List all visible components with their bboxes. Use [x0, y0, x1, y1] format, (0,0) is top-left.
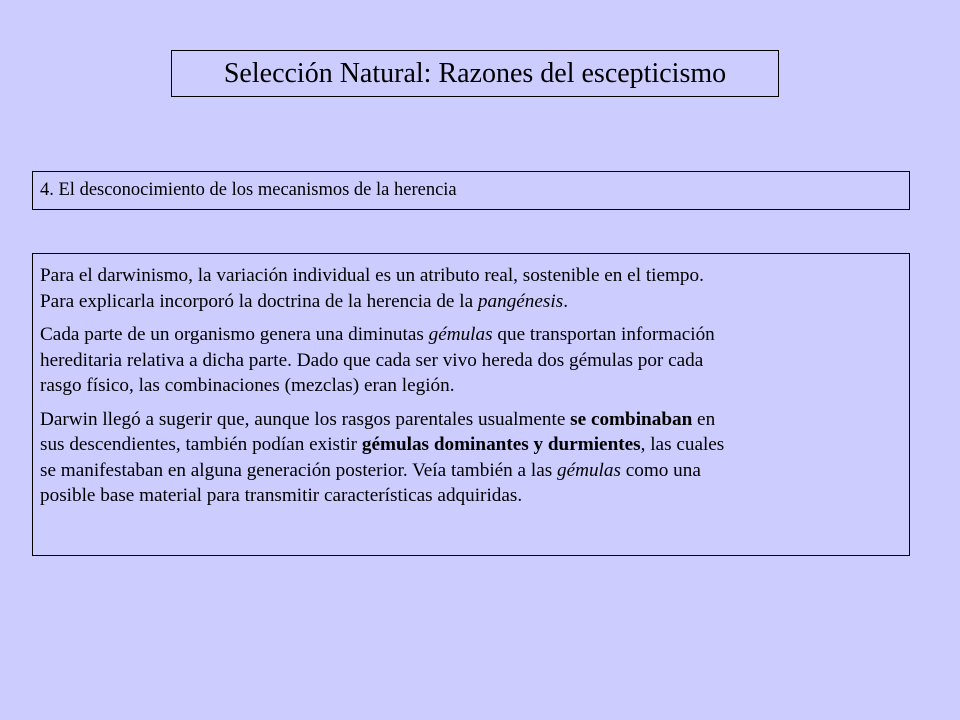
- paragraph-line: [40, 458, 901, 484]
- italic-term: pangénesis: [477, 290, 564, 312]
- text-run: como una: [620, 459, 701, 481]
- paragraph-line: [40, 289, 901, 315]
- text-run: hereditaria relativa a dicha parte. Dado que cada ser vivo hereda dos gémulas por cada: [40, 349, 704, 371]
- slide-title: [171, 50, 779, 97]
- italic-term: gémulas: [428, 324, 493, 345]
- section-heading-text: 4. El desconocimiento de los mecanismos de la herencia: [40, 180, 457, 200]
- text-run: , las cuales: [640, 434, 725, 455]
- paragraph-gemulas: [40, 322, 901, 399]
- text-run: en: [692, 408, 716, 430]
- text-run: que transportan información: [492, 324, 715, 345]
- paragraph-line: [40, 322, 901, 348]
- bold-term: se combinaban: [570, 408, 693, 430]
- text-run: sus descendientes, también podían existir: [40, 434, 362, 455]
- slide-title-text: Selección Natural: Razones del escepticismo: [223, 57, 727, 89]
- text-run: Cada parte de un organismo genera una diminutas: [40, 324, 429, 345]
- paragraph-line: [40, 483, 901, 509]
- paragraph-line: [40, 348, 901, 374]
- text-run: .: [563, 290, 568, 312]
- body-text-box: [32, 253, 910, 556]
- paragraph-line: [40, 263, 901, 289]
- italic-term: gémulas: [556, 459, 621, 481]
- text-run: se manifestaban en alguna generación posterior. Veía también a las: [40, 459, 557, 481]
- paragraph-line: [40, 373, 901, 399]
- paragraph-line: [40, 407, 901, 433]
- paragraph-line: [40, 432, 901, 458]
- text-run: Para explicarla incorporó la doctrina de la herencia de la: [40, 290, 478, 312]
- text-run: Para el darwinismo, la variación individual es un atributo real, sostenible en el tiempo.: [40, 265, 704, 286]
- text-run: Darwin llegó a sugerir que, aunque los rasgos parentales usualmente: [40, 408, 571, 430]
- bold-term: gémulas dominantes y durmientes: [361, 434, 641, 455]
- paragraph-pangenesis: [40, 263, 901, 314]
- text-run: posible base material para transmitir características adquiridas.: [40, 485, 523, 506]
- section-heading: [32, 171, 910, 210]
- text-run: rasgo físico, las combinaciones (mezclas) eran legión.: [40, 375, 455, 396]
- paragraph-darwin: [40, 407, 901, 509]
